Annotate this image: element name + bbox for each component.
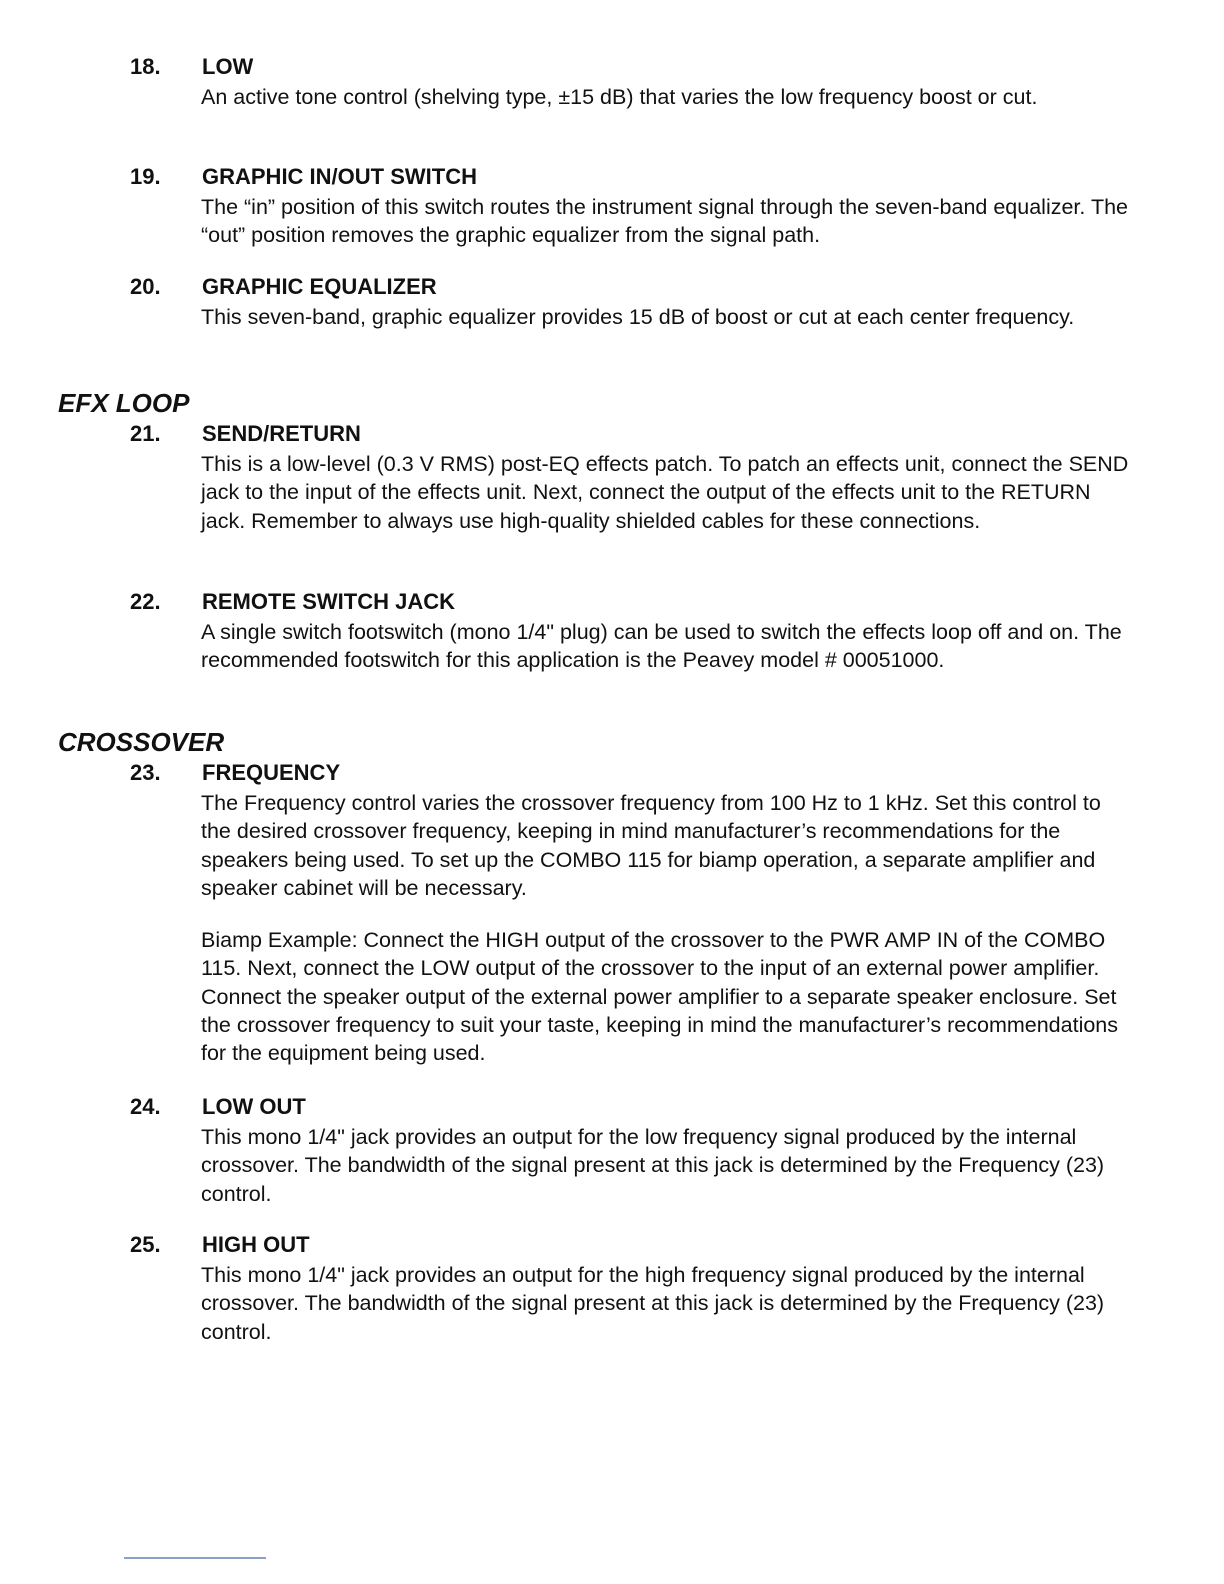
item-title: FREQUENCY	[202, 760, 341, 785]
item-number: 25.	[130, 1232, 161, 1257]
item-description: This is a low-level (0.3 V RMS) post-EQ effects patch. To patch an effects unit, connect the SEND jack to the input of the effects unit. Next, connect the output of the effects unit to the RETURN jack. Remember to always use high-quality shielded cables for these connections.	[201, 452, 1129, 533]
item-title: SEND/RETURN	[202, 421, 361, 446]
item-title: HIGH OUT	[202, 1232, 310, 1257]
item-paragraph: The Frequency control varies the crossover frequency from 100 Hz to 1 kHz. Set this control to the desired crossover frequency, keeping in mind manufacturer’s recommendations for the speakers being used. To set up the COMBO 115 for biamp operation, a separate amplifier and speaker cabinet will be necessary.	[201, 791, 1101, 900]
item-title: GRAPHIC IN/OUT SWITCH	[202, 164, 477, 189]
item-description: This mono 1/4" jack provides an output for the high frequency signal produced by the internal crossover. The bandwidth of the signal present at this jack is determined by the Frequency (23) control.	[201, 1263, 1105, 1344]
item-title: LOW	[202, 54, 254, 79]
item-description	[201, 789, 1136, 1068]
item-number: 24.	[130, 1094, 161, 1119]
biamp-example-paragraph: Biamp Example: Connect the HIGH output of the crossover to the PWR AMP IN of the COMBO 115. Next, connect the LOW output of the crossover to the input of an external power amplifier. Connect the speaker output of the external power amplifier to a separate speaker enclosure. Set the crossover frequency to suit your taste, keeping in mind the manufacturer’s recommendations for the equipment being used.	[201, 928, 1119, 1066]
item-number: 23.	[130, 760, 161, 785]
item-title: LOW OUT	[202, 1094, 306, 1119]
section-heading-efx-loop: EFX LOOP	[58, 388, 190, 418]
section-heading-crossover: CROSSOVER	[58, 727, 225, 757]
item-description: This mono 1/4" jack provides an output for the low frequency signal produced by the internal crossover. The bandwidth of the signal present at this jack is determined by the Frequency (23) control.	[201, 1125, 1105, 1206]
item-description: A single switch footswitch (mono 1/4" plug) can be used to switch the effects loop off and on. The recommended footswitch for this application is the Peavey model # 00051000.	[201, 620, 1122, 673]
item-number: 20.	[130, 274, 161, 299]
item-title: GRAPHIC EQUALIZER	[202, 274, 437, 299]
item-number: 21.	[130, 421, 161, 446]
item-number: 18.	[130, 54, 161, 79]
item-description: The “in” position of this switch routes the instrument signal through the seven-band equalizer. The “out” position removes the graphic equalizer from the signal path.	[201, 195, 1129, 248]
item-title: REMOTE SWITCH JACK	[202, 589, 455, 614]
item-number: 22.	[130, 589, 161, 614]
item-description: An active tone control (shelving type, ±15 dB) that varies the low frequency boost or cut.	[201, 85, 1038, 109]
item-number: 19.	[130, 164, 161, 189]
footer-rule	[124, 1557, 266, 1559]
item-description: This seven-band, graphic equalizer provides 15 dB of boost or cut at each center frequency.	[201, 305, 1075, 329]
